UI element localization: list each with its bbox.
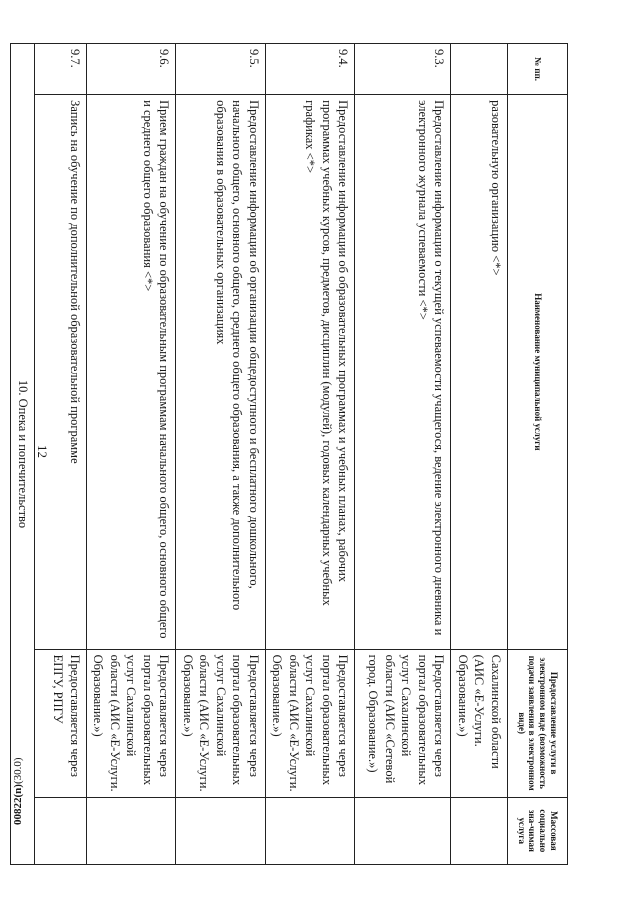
row-electronic: Сахалинской области (АИС «Е-Услуги. Образование.»): [451, 649, 508, 797]
header-electronic: Предоставление услуги в электронном виде (возможность подачи заявления в электронном виде): [508, 649, 568, 797]
row-name: Предоставление информации об образовательных программах и учебных планах, рабочих программах учебных курсов, предметов, дисциплин (модулей), годовых календарных учебных графиках <*>: [266, 95, 356, 650]
document-code-main: 00822(n): [12, 784, 24, 825]
row-num: 9.7.: [35, 44, 87, 95]
row-name: Предоставление информации о текущей успеваемости учащегося, ведение электронного дневника и электронного журнала успеваемости <*>: [355, 95, 451, 650]
row-electronic: Предоставляется через портал образовательных услуг Сахалинской области (АИС «Е-Услуги. Образование.»): [87, 649, 177, 797]
row-num: 9.5.: [176, 44, 266, 95]
row-name: Запись на обучение по дополнительной образовательной программе: [35, 95, 87, 650]
page-number: 12: [35, 445, 50, 458]
table-row: [176, 44, 266, 865]
header-num: № пп.: [508, 44, 568, 95]
row-mass: [355, 797, 451, 864]
table-header-row: [508, 44, 568, 865]
section-row: [11, 44, 35, 865]
table-row: [451, 44, 508, 865]
header-mass: Массовая социально зна-чимая услуга: [508, 797, 568, 864]
services-table: [11, 43, 569, 865]
row-mass: [176, 797, 266, 864]
row-electronic: Предоставляется через портал образовательных услуг Сахалинской области (АИС «Е-Услуги. Образование.»): [266, 649, 356, 797]
row-num: [451, 44, 508, 95]
table-row: [355, 44, 451, 865]
row-electronic: Предоставляется через портал образовательных услуг Сахалинской области (АИС «Сетевой город. Образование.»): [355, 649, 451, 797]
row-electronic: Предоставляется через портал образовательных услуг Сахалинской области (АИС «Е-Услуги. Образование.»): [176, 649, 266, 797]
table-row: [266, 44, 356, 865]
table-row: [87, 44, 177, 865]
table-row: [35, 44, 87, 865]
row-name: разовательную организацию <*>: [451, 95, 508, 650]
header-name: Наименование муниципальной услуги: [508, 95, 568, 650]
row-num: 9.4.: [266, 44, 356, 95]
section-title: 10. Опека и попечительство: [11, 44, 35, 865]
row-electronic: Предоставляется через ЕПГУ, РПГУ: [35, 649, 87, 797]
document-code-suffix: (30.0): [12, 757, 24, 785]
row-mass: [87, 797, 177, 864]
row-mass: [35, 797, 87, 864]
row-name: Предоставление информации об организации общедоступного и бесплатного дошкольного, начального общего, основного общего, среднего общего образования, а также дополнительного образования в образовательных организациях: [176, 95, 266, 650]
row-name: Прием граждан на обучение по образовательным программам начального общего, основного общего и среднего общего образования <*>: [87, 95, 177, 650]
row-num: 9.3.: [355, 44, 451, 95]
row-num: 9.6.: [87, 44, 177, 95]
row-mass: [451, 797, 508, 864]
row-mass: [266, 797, 356, 864]
